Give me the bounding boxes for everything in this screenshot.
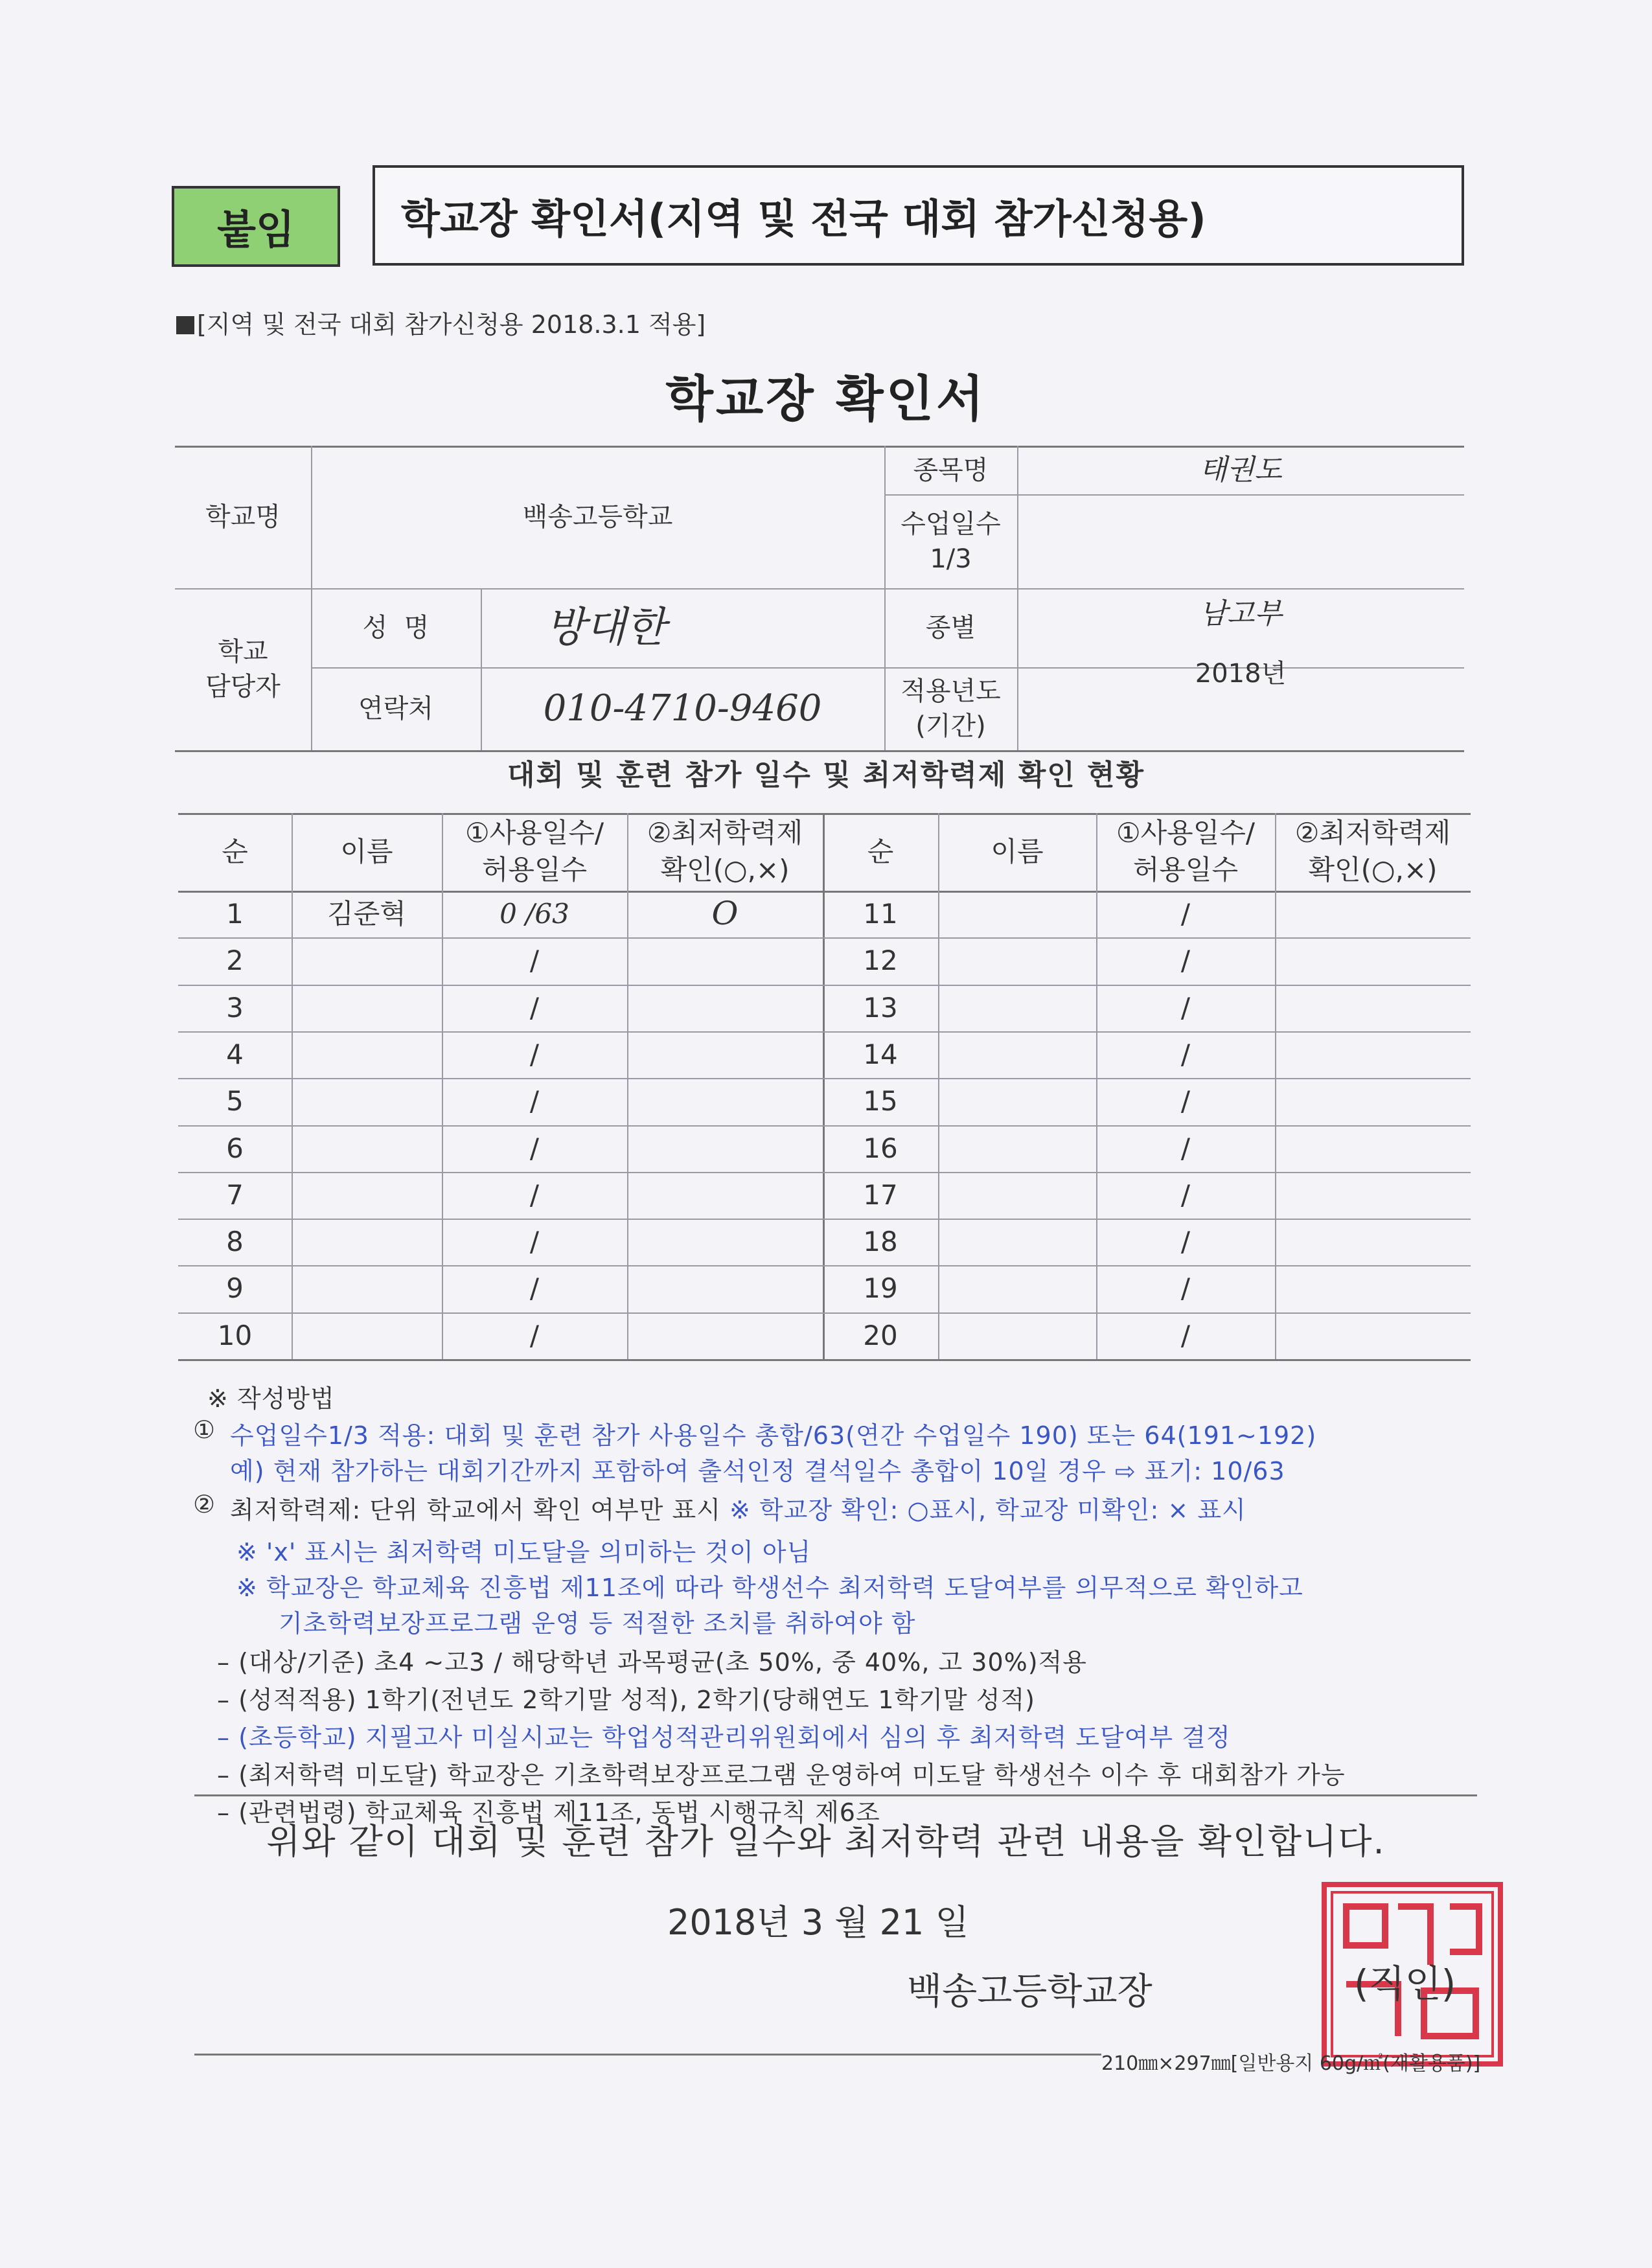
table-cell-check (627, 1312, 823, 1359)
table-cell-check (627, 1078, 823, 1125)
table-cell-days: / (529, 1319, 540, 1351)
note-1-line-1: 수업일수1/3 적용: 대회 및 훈련 참가 사용일수 총합/63(연간 수업일수 190) 또는 64(191~192) (230, 1421, 1317, 1450)
staff-name-label: 성 명 (362, 613, 430, 643)
table-cell-days: / (529, 1272, 540, 1304)
table-cell-no: 16 (863, 1132, 898, 1164)
table-cell-check (627, 1265, 823, 1312)
table-cell-days: / (1180, 1132, 1191, 1164)
table-cell-days: / (1180, 944, 1191, 976)
header-right-no: 순 (867, 835, 894, 867)
table-cell-check (1275, 1219, 1471, 1265)
table-cell-name (292, 1172, 442, 1219)
notes-heading: ※ 작성방법 (207, 1384, 335, 1413)
staff-name-value: 방대한 (545, 603, 666, 652)
table-cell-name (938, 1172, 1096, 1219)
note-2-text: 최저학력제: 단위 학교에서 확인 여부만 표시 (230, 1496, 721, 1524)
class-days-value (1017, 494, 1464, 588)
detail-below-minimum: – (최저학력 미도달) 학교장은 기초학력보장프로그램 운영하여 미도달 학생선수 이수 후 대회참가 가능 (217, 1761, 1346, 1789)
table-cell-check (1275, 937, 1471, 984)
table-cell-no: 20 (863, 1319, 898, 1351)
table-cell-name (938, 937, 1096, 984)
table-cell-days: / (529, 1038, 540, 1070)
table-cell-no: 5 (226, 1084, 244, 1117)
table-cell-name (938, 1219, 1096, 1265)
sport-label: 종목명 (913, 455, 989, 485)
table-cell-no: 13 (863, 991, 898, 1024)
table-cell-no: 15 (863, 1084, 898, 1117)
table-cell-name (292, 937, 442, 984)
seal-label: (직인) (1354, 1962, 1456, 2006)
table-cell-name (292, 985, 442, 1031)
table-cell-check (627, 937, 823, 984)
confirmation-date: 2018년 3 월 21 일 (667, 1902, 969, 1943)
sport-value: 태권도 (1199, 453, 1282, 487)
table-cell-no: 6 (226, 1132, 244, 1164)
header-left-no: 순 (222, 835, 248, 867)
table-cell-no: 18 (863, 1225, 898, 1257)
table-cell-no: 19 (863, 1272, 898, 1304)
table-cell-name (292, 1265, 442, 1312)
applicability-note (176, 304, 706, 340)
note-2-highlight: ※ 학교장 확인: ○표시, 학교장 미확인: × 표시 (720, 1496, 1246, 1524)
note-4-line-2: 기초학력보장프로그램 운영 등 적절한 조치를 취하여야 함 (279, 1609, 916, 1638)
header-right-check: ②최저학력제 확인(○,×) (1294, 817, 1451, 886)
table-cell-days: / (1180, 1178, 1191, 1211)
table-cell-no: 11 (863, 897, 898, 930)
participation-section-title: 대회 및 훈련 참가 일수 및 최저학력제 확인 현황 (507, 759, 1145, 792)
note-2-marker: ② (193, 1490, 216, 1518)
note-1-line-2: 예) 현재 참가하는 대회기간까지 포함하여 출석인정 결석일수 총합이 10일 경우 ⇨ 표기: 10/63 (230, 1457, 1285, 1485)
detail-related-law: – (관련법령) 학교체육 진흥법 제11조, 동법 시행규칙 제6조 (217, 1798, 880, 1827)
division-value: 남고부 (1199, 597, 1282, 631)
table-cell-check (1275, 1125, 1471, 1172)
detail-elementary: – (초등학교) 지필고사 미실시교는 학업성적관리위원회에서 심의 후 최저학력 도달여부 결정 (217, 1723, 1231, 1752)
table-cell-check: O (711, 895, 739, 933)
table-cell-no: 9 (226, 1272, 244, 1304)
table-cell-name (292, 1219, 442, 1265)
table-cell-no: 8 (226, 1225, 244, 1257)
table-cell-days: / (1180, 1084, 1191, 1117)
table-cell-name: 김준혁 (327, 897, 406, 930)
header-right-days: ①사용일수/ 허용일수 (1116, 817, 1256, 886)
table-cell-no: 2 (226, 944, 244, 976)
note-3: ※ 'x' 표시는 최저학력 미도달을 의미하는 것이 아님 (236, 1538, 812, 1566)
detail-target: – (대상/기준) 초4 ~고3 / 해당학년 과목평균(초 50%, 중 40%, 고 30%)적용 (217, 1648, 1087, 1677)
table-cell-days: / (1180, 1272, 1191, 1304)
table-cell-no: 10 (217, 1319, 253, 1351)
table-cell-check (1275, 1031, 1471, 1078)
contact-label: 연락처 (358, 694, 433, 724)
note-4-line-1: ※ 학교장은 학교체육 진흥법 제11조에 따라 학생선수 최저학력 도달여부를 의무적으로 확인하고 (236, 1574, 1303, 1602)
notes-divider (194, 1794, 1477, 1796)
table-cell-check (627, 1172, 823, 1219)
table-cell-no: 7 (226, 1178, 244, 1211)
header-left-name: 이름 (340, 835, 393, 867)
table-cell-check (1275, 1312, 1471, 1359)
table-cell-no: 4 (226, 1038, 244, 1070)
table-cell-check (1275, 1172, 1471, 1219)
table-cell-check (1275, 1078, 1471, 1125)
table-cell-no: 1 (226, 897, 244, 930)
main-title: 학교장 확인서 (665, 370, 987, 428)
table-cell-days: 0 /63 (499, 897, 569, 930)
table-cell-days: / (529, 991, 540, 1024)
note-2-line (230, 1490, 1246, 1526)
table-cell-days: / (529, 1084, 540, 1117)
table-cell-days: / (529, 1132, 540, 1164)
year-label: 적용년도 (기간) (901, 676, 1001, 741)
table-cell-name (292, 1031, 442, 1078)
table-cell-days: / (1180, 1319, 1191, 1351)
table-cell-check (627, 1125, 823, 1172)
detail-grades: – (성적적용) 1학기(전년도 2학기말 성적), 2학기(당해연도 1학기말 성적) (217, 1686, 1035, 1714)
square-bullet-icon (176, 316, 194, 334)
header-left-check: ②최저학력제 확인(○,×) (647, 817, 803, 886)
contact-value: 010-4710-9460 (543, 687, 822, 730)
table-cell-days: / (1180, 1038, 1191, 1070)
applicability-note-text: [지역 및 전국 대회 참가신청용 2018.3.1 적용] (197, 310, 706, 339)
note-1-marker: ① (193, 1415, 216, 1444)
table-cell-name (292, 1125, 442, 1172)
table-cell-check (627, 1219, 823, 1265)
table-cell-name (938, 891, 1096, 937)
table-cell-name (292, 1312, 442, 1359)
table-cell-days: / (1180, 991, 1191, 1024)
table-cell-check (1275, 985, 1471, 1031)
table-cell-name (938, 1125, 1096, 1172)
table-cell-name (938, 1078, 1096, 1125)
table-cell-name (938, 1265, 1096, 1312)
table-cell-days: / (529, 1178, 540, 1211)
school-name-value: 백송고등학교 (522, 502, 673, 532)
table-cell-no: 14 (863, 1038, 898, 1070)
table-cell-days: / (1180, 1225, 1191, 1257)
header-right-name: 이름 (991, 835, 1044, 867)
document-title-box: 학교장 확인서(지역 및 전국 대회 참가신청용) (373, 165, 1464, 266)
table-cell-no: 17 (863, 1178, 898, 1211)
table-cell-check (1275, 891, 1471, 937)
table-cell-days: / (529, 1225, 540, 1257)
staff-label: 학교 담당자 (205, 637, 281, 702)
table-cell-name (938, 1031, 1096, 1078)
table-cell-check (627, 1031, 823, 1078)
table-cell-days: / (529, 944, 540, 976)
table-cell-days: / (1180, 897, 1191, 930)
table-cell-no: 3 (226, 991, 244, 1024)
principal-title: 백송고등학교장 (907, 1971, 1153, 2013)
attachment-badge: 붙임 (172, 186, 340, 267)
year-value: 2018년 (1195, 659, 1287, 689)
table-cell-name (292, 1078, 442, 1125)
table-cell-check (627, 985, 823, 1031)
table-cell-name (938, 985, 1096, 1031)
class-days-label: 수업일수 1/3 (901, 509, 1001, 574)
school-name-label: 학교명 (205, 502, 281, 532)
table-cell-no: 12 (863, 944, 898, 976)
footer-divider (194, 2054, 1101, 2056)
table-cell-check (1275, 1265, 1471, 1312)
division-label: 종별 (925, 613, 976, 643)
paper-spec: 210㎜×297㎜[일반용지 60g/㎡(재활용품)] (1101, 2052, 1481, 2075)
confirmation-statement: 위와 같이 대회 및 훈련 참가 일수와 최저학력 관련 내용을 확인합니다. (266, 1821, 1386, 1862)
table-cell-name (938, 1312, 1096, 1359)
header-left-days: ①사용일수/ 허용일수 (465, 817, 604, 886)
